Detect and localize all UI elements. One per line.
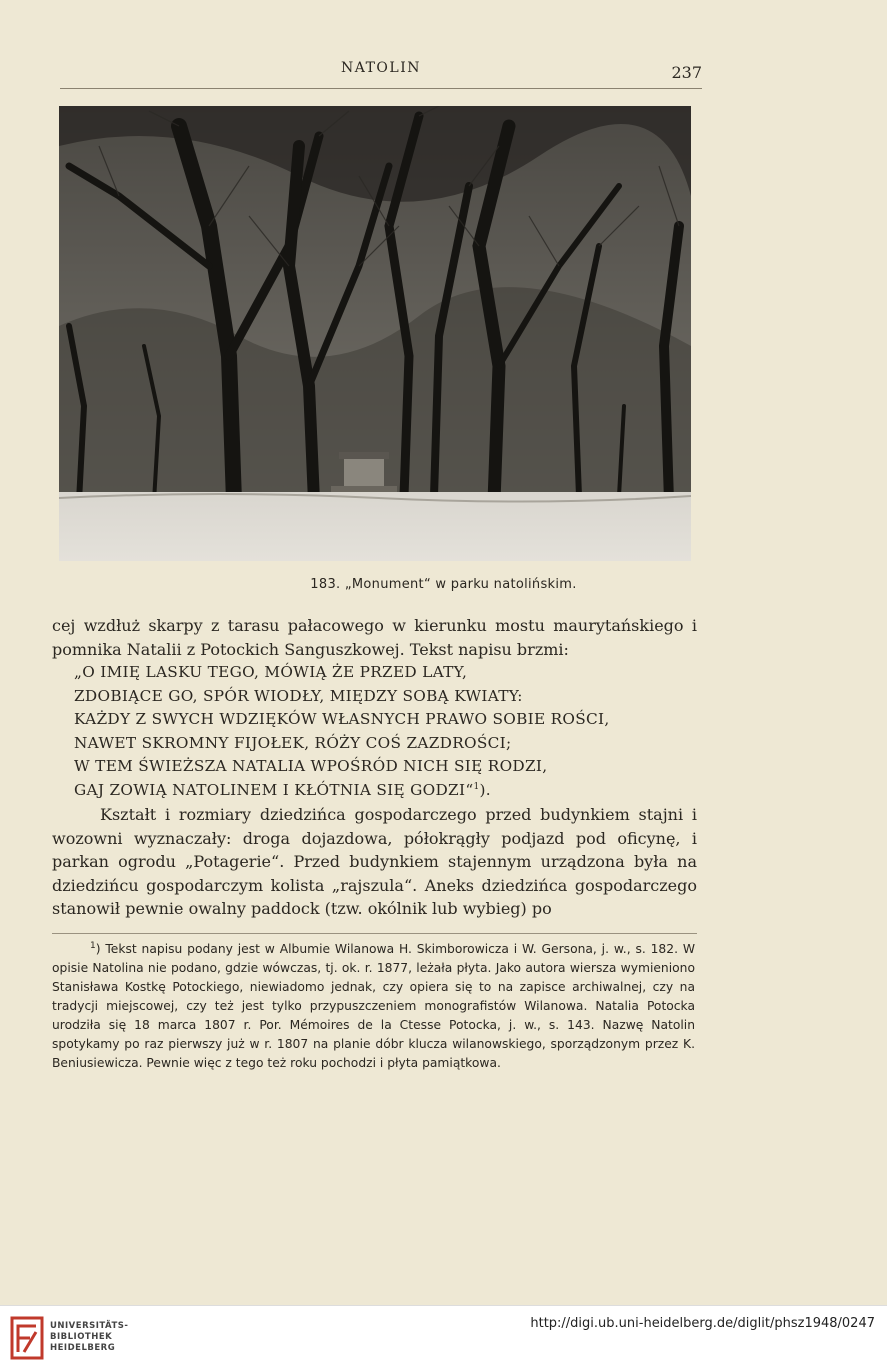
library-name-line: BIBLIOTHEK — [50, 1332, 113, 1342]
poem-line: NAWET SKROMNY FIJOŁEK, RÓŻY COŚ ZAZDROŚCI; — [74, 733, 512, 752]
poem-line: KAŻDY Z SWYCH WDZIĘKÓW WŁASNYCH PRAWO SOBIE ROŚCI, — [74, 710, 610, 728]
poem-line-text: GAJ ZOWIĄ NATOLINEM I KŁÓTNIA SIĘ GODZI“ — [74, 780, 474, 799]
poem-line: ZDOBIĄCE GO, SPÓR WIODŁY, MIĘDZY SOBĄ KWIATY: — [74, 686, 523, 705]
park-photo-illustration — [59, 106, 691, 561]
running-title: NATOLIN — [341, 60, 421, 76]
footnote-text: ) Tekst napisu podany jest w Albumie Wilanowa H. Skimborowicza i W. Gersona, j. w., s. 182. W opisie Natolina nie podano, gdzie wówczas, tj. ok. r. 1877, leżała płyta. Jako autora wiersza wymieniono Stanisława Kostkę Potockiego, niewiadomo jednak, czy opiera się to na zapisce archiwalnej, czy na tradycji miejscowej, czy też jest tylko przypuszczeniem monografistów Wilanowa. Natalia Potocka urodziła się 18 marca 1807 r. Por. Mémoires de la Ctesse Potocka, j. w., s. 143. Nazwę Natolin spotykamy po raz pierwszy już w r. 1807 na planie dóbr klucza wilanowskiego, sporządzonym przez K. Beniusiewicza. Pewnie więc z tego też roku pochodzi i płyta pamiątkowa. — [52, 942, 695, 1070]
permalink-url[interactable]: http://digi.ub.uni-heidelberg.de/diglit/phsz1948/0247 — [530, 1316, 875, 1331]
viewer-footer-bar — [0, 1305, 887, 1369]
figure-caption: 183. „Monument“ w parku natolińskim. — [310, 577, 577, 592]
footnote-marker: 1 — [90, 940, 96, 951]
paragraph-2: Kształt i rozmiary dziedzińca gospodarczego przed budynkiem stajni i wozowni wyznaczały: droga dojazdowa, półokrągły podjazd pod oficynę, i parkan ogrodu „Potagerie“. Przed budynkiem stajennym urządzona była na dziedzińcu gospodarczym kolista „rajszula“. Aneks dziedzińca gospodarczego stanowił pewnie owalny paddock (tzw. okólnik lub wybieg) po — [52, 805, 697, 918]
page-header — [60, 58, 702, 89]
paragraph-1: cej wzdłuż skarpy z tarasu pałacowego w kierunku mostu maurytańskiego i pomnika Natalii z Potockich Sanguszkowej. Tekst napisu brzmi: — [52, 616, 697, 659]
poem-line: „O IMIĘ LASKU TEGO, MÓWIĄ ŻE PRZED LATY, — [74, 663, 468, 681]
footnote-divider — [52, 933, 697, 934]
inscription-poem — [74, 661, 697, 802]
footnote — [52, 940, 695, 1073]
figure-photo-park-monument — [59, 106, 691, 561]
poem-line-last — [74, 779, 697, 803]
library-name — [50, 1321, 128, 1354]
page-number: 237 — [671, 63, 702, 82]
library-name-line: HEIDELBERG — [50, 1343, 116, 1353]
footnote-reference[interactable]: 1 — [473, 781, 480, 792]
poem-line-end: ). — [479, 780, 491, 799]
university-library-logo-icon[interactable] — [10, 1316, 44, 1360]
library-name-line: UNIVERSITÄTS- — [50, 1321, 129, 1331]
poem-line: W TEM ŚWIEŻSZA NATALIA WPOŚRÓD NICH SIĘ RODZI, — [74, 757, 548, 775]
body-text — [52, 614, 697, 921]
